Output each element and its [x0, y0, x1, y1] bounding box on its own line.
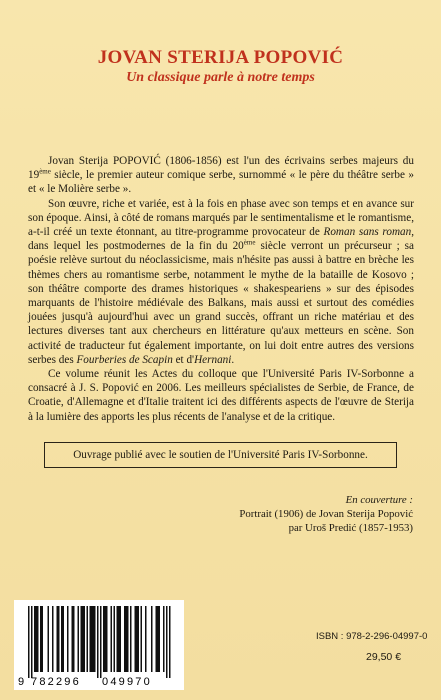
text-run: siècle verront un précurseur ; sa poésie relève surtout du néoclassicisme, mais n'hésite pas aussi à battre en brèche les thèmes chers au romantisme serbe, notamment le mythe de la bataille de Kosovo ; son théâtre comporte des drames historiques « shakespeariens » sur des épisodes marquants de l'histoire médiévale des Balkans, mais aussi et surtout des comédies jouées jusqu'à aujourd'hui avec un grand succès, offrant un riche matériau et des lectures diverses tant aux chercheurs en littérature qu'aux metteurs en scène. Son activité de traducteur fut également importante, on lui doit entre autres des versions serbes des	[28, 240, 414, 366]
barcode-bar	[118, 606, 120, 672]
barcode-bar	[105, 606, 107, 672]
barcode-bar	[57, 606, 59, 672]
barcode-bar	[145, 606, 147, 672]
text-run: et d'	[172, 353, 195, 366]
barcode-bar	[93, 606, 95, 672]
barcode-bar	[156, 606, 158, 672]
barcode-bar	[40, 606, 42, 672]
blurb-paragraph-2	[28, 197, 414, 367]
barcode-bar	[135, 606, 137, 672]
italic-title: Roman sans roman	[323, 226, 412, 239]
barcode-bar	[78, 606, 80, 672]
barcode-bar	[90, 606, 92, 672]
barcode-bar	[87, 606, 89, 672]
barcode-bar	[61, 606, 63, 672]
text-run: Jovan Sterija POPOVIĆ (1806-1856) est l'un des écrivains serbes majeurs du 19	[28, 155, 414, 182]
superscript: ème	[243, 238, 256, 247]
price: 29,50 €	[366, 651, 402, 663]
blurb-paragraph-1	[28, 154, 414, 197]
barcode-bar	[28, 606, 30, 678]
barcode-bar	[82, 606, 84, 672]
barcode-bar	[157, 606, 159, 672]
barcode-bar	[63, 606, 65, 672]
text-run: .	[231, 353, 235, 366]
barcode-bar	[81, 606, 83, 672]
barcode-bar	[159, 606, 161, 672]
text-run: Son œuvre, riche et variée, est à la fois en phase avec son temps et en avance sur son époque. Ainsi, à côté de romans marqués par le sentimentalisme et le romantisme, a-t-il créé un texte étonnant, au titre-programme provocateur de	[28, 197, 414, 239]
barcode-bar	[127, 606, 129, 672]
barcode-bar	[97, 606, 99, 678]
barcode-bar	[124, 606, 126, 672]
support-note-box	[44, 442, 397, 468]
cover-credit-line-2: par Uroš Predić (1857-1953)	[288, 522, 413, 534]
support-note: Ouvrage publié avec le soutien de l'Université Paris IV-Sorbonne.	[73, 449, 368, 461]
barcode-bar	[94, 606, 96, 672]
barcode-bar	[126, 606, 128, 672]
barcode	[14, 600, 184, 690]
barcode-digits-right: 049970	[102, 676, 152, 688]
barcode-bar	[130, 606, 132, 672]
barcode-bar	[114, 606, 116, 672]
barcode-bar	[72, 606, 74, 672]
barcode-bar	[73, 606, 75, 672]
barcode-bar	[48, 606, 50, 672]
barcode-bar	[36, 606, 38, 672]
barcode-bar	[136, 606, 138, 672]
barcode-bar	[67, 606, 69, 672]
barcode-bar	[100, 606, 102, 678]
barcode-bar	[42, 606, 44, 672]
barcode-bar	[166, 606, 168, 678]
barcode-bar	[163, 606, 165, 672]
barcode-digit-first: 9	[18, 676, 25, 688]
barcode-bar	[169, 606, 171, 678]
italic-title: Fourberies de Scapin	[76, 353, 173, 366]
cover-credit-line-1: Portrait (1906) de Jovan Sterija Popović	[239, 508, 413, 520]
italic-title: Hernani	[194, 353, 232, 366]
barcode-bar	[103, 606, 105, 672]
barcode-bar	[138, 606, 140, 672]
barcode-bars	[14, 600, 184, 690]
text-run: , dans lequel les postmodernes de la fin du 20	[28, 226, 415, 253]
barcode-bar	[58, 606, 60, 672]
isbn: ISBN : 978-2-296-04997-0	[316, 631, 428, 642]
superscript: ème	[39, 167, 51, 176]
book-title: JOVAN STERIJA POPOVIĆ	[97, 47, 344, 68]
barcode-bar	[120, 606, 122, 672]
blurb-paragraph-3: Ce volume réunit les Actes du colloque que l'Université Paris IV-Sorbonne a consacré à J. S. Popović en 2006. Les meilleurs spécialistes de Serbie, de France, de Croatie, d'Allemagne et d'Italie traitent ici des différents aspects de l'œuvre de Sterija à la lumière des apports les plus récents de l'analyse et de la critique.	[28, 368, 414, 423]
barcode-bar	[111, 606, 113, 672]
cover-credit-heading: En couverture :	[345, 494, 413, 506]
barcode-bar	[37, 606, 39, 672]
blurb	[28, 154, 414, 424]
barcode-bar	[117, 606, 119, 672]
barcode-bar	[91, 606, 93, 672]
barcode-bar	[151, 606, 153, 672]
text-run: siècle, le premier auteur comique serbe, surnommé « le père du théâtre serbe » et « le Molière serbe ».	[28, 169, 414, 196]
barcode-bar	[84, 606, 86, 672]
barcode-bar	[141, 606, 143, 672]
barcode-bar	[34, 606, 36, 672]
barcode-bar	[31, 606, 33, 678]
book-subtitle: Un classique parle à notre temps	[126, 70, 315, 85]
barcode-digits-left: 782296	[31, 676, 81, 688]
cover-credit	[153, 493, 413, 535]
barcode-bar	[106, 606, 108, 672]
barcode-bar	[52, 606, 54, 672]
